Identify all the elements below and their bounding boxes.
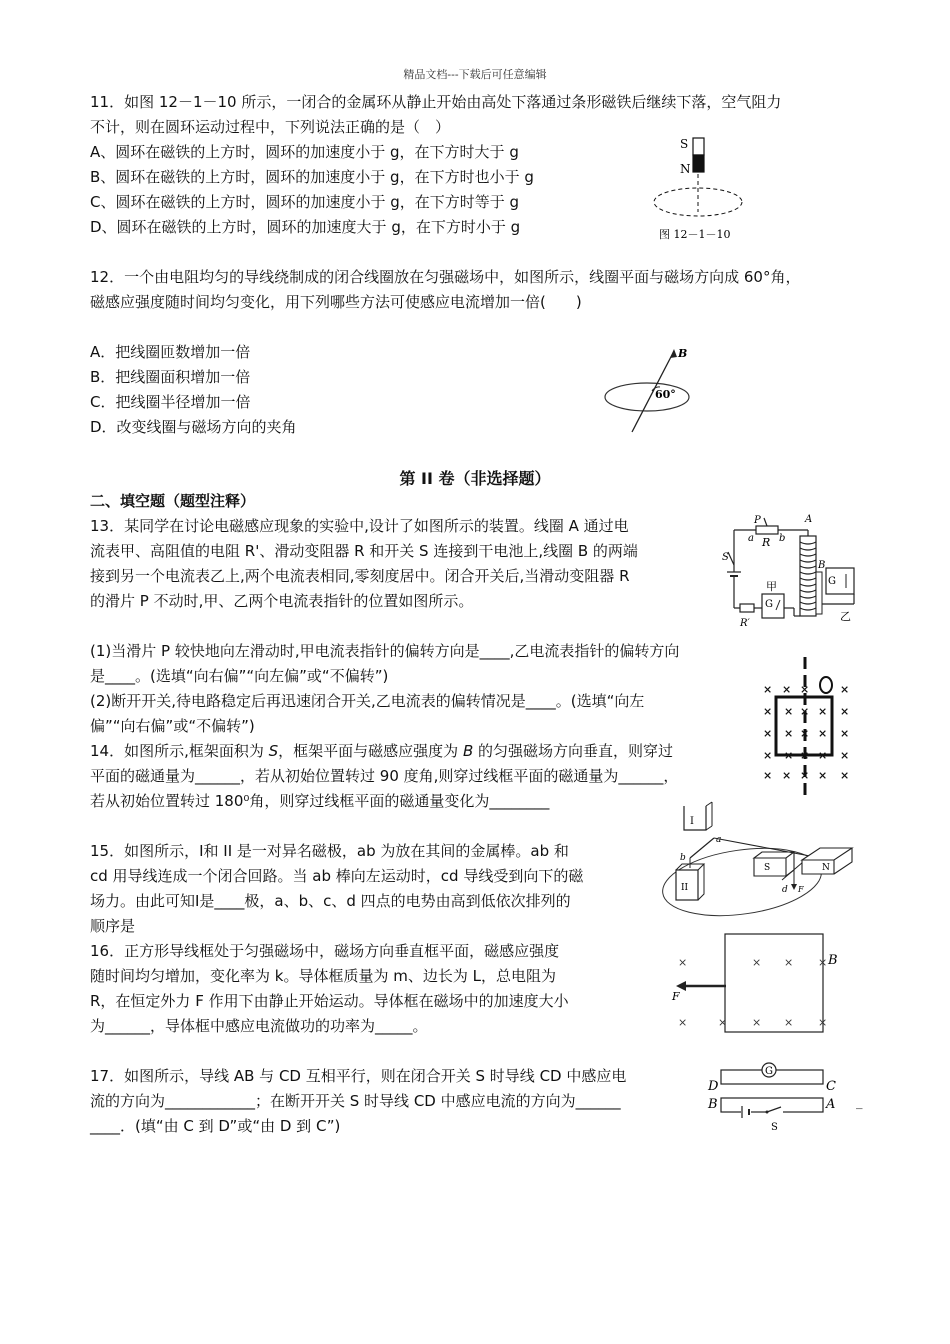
q11-fig-n-label: N — [680, 162, 691, 176]
svg-text:×: × — [763, 749, 773, 762]
svg-text:×: × — [800, 749, 810, 762]
q15-pole-i — [684, 806, 706, 830]
q15-fig-i: I — [690, 816, 694, 827]
q13-circuit-figure — [722, 510, 867, 630]
q16-line-4: 为______，导体框中感应电流做功的功率为_____。 — [90, 1017, 428, 1035]
svg-text:×: × — [763, 727, 773, 740]
q12-fig-b-label: B — [678, 347, 688, 360]
q17-line-3: ____．(填“由 C 到 D”或“由 D 到 C”) — [90, 1117, 341, 1135]
q15-line-3: 场力。由此可知Ⅰ是____极，a、b、c、d 四点的电势由高到低依次排列的 — [90, 892, 571, 910]
svg-text:×: × — [752, 1016, 762, 1029]
q11-fig-caption: 图 12－1－10 — [659, 228, 731, 241]
q15-fig-b: b — [680, 853, 686, 863]
q13-fig-coil-b: B — [818, 560, 826, 571]
svg-text:×: × — [818, 727, 828, 740]
q12-option-c: C．把线圈半径增加一倍 — [90, 393, 251, 411]
q15-fig-n: N — [822, 863, 830, 873]
q15-rod-ab — [690, 838, 714, 858]
q13-line-1: 13．某同学在讨论电磁感应现象的实验中,设计了如图所示的装置。线圈 A 通过电 — [90, 517, 629, 535]
q13-line-3: 接到另一个电流表乙上,两个电流表相同,零刻度居中。闭合开关后,当滑动变阻器 R — [90, 567, 630, 585]
q13-fig-g-yi: G — [828, 576, 836, 587]
svg-text:×: × — [784, 727, 794, 740]
q14-frame-field-figure — [760, 655, 855, 800]
q11-option-b: B、圆环在磁铁的上方时，圆环的加速度小于 g，在下方时也小于 g — [90, 168, 534, 186]
section-2-heading: 二、填空题（题型注释） — [90, 492, 256, 510]
q16-line-3: R，在恒定外力 F 作用下由静止开始运动。导体框在磁场中的加速度大小 — [90, 992, 569, 1010]
q15-fig-f: F — [798, 885, 804, 894]
q14-line-1-part-b: ，框架平面与磁感应强度为 — [278, 742, 463, 760]
svg-text:×: × — [678, 1016, 688, 1029]
svg-text:×: × — [840, 727, 850, 740]
q17-fig-c: C — [826, 1079, 836, 1094]
q12-line-1: 12．一个由电阻均匀的导线绕制成的闭合线圈放在匀强磁场中，如图所示，线圈平面与磁场方向成 60°角， — [90, 268, 801, 286]
q16-line-2: 随时间均匀增加，变化率为 k。导体框质量为 m、边长为 L，总电阻为 — [90, 967, 556, 985]
part-2-title: 第 II 卷（非选择题） — [399, 469, 551, 488]
q11-magnet-n-pole — [693, 155, 704, 172]
q14-field-symbol: B — [462, 742, 474, 760]
svg-text:×: × — [840, 749, 850, 762]
q13-fig-jia: 甲 — [766, 580, 777, 593]
q12-coil — [605, 383, 689, 411]
svg-text:×: × — [784, 956, 794, 969]
q13-fig-r: R — [762, 536, 771, 549]
q13-fig-p: P — [754, 515, 761, 526]
q13-fig-b: b — [779, 533, 786, 544]
svg-text:×: × — [840, 769, 850, 782]
q12-fig-angle-label: 60° — [655, 388, 676, 401]
q15-line-2: cd 用导线连成一个闭合回路。当 ab 棒向左运动时，cd 导线受到向下的磁 — [90, 867, 584, 885]
q13-line-2: 流表甲、高阻值的电阻 R'、滑动变阻器 R 和开关 S 连接到干电池上,线圈 B 的两端 — [90, 542, 638, 560]
q17-line-2: 流的方向为____________；在断开开关 S 时导线 CD 中感应电流的方向为______ — [90, 1092, 621, 1110]
q13-resistor-r-prime — [740, 604, 754, 612]
q12-field-arrow — [670, 349, 677, 358]
svg-text:×: × — [763, 683, 773, 696]
q15-fig-d: d — [782, 885, 788, 895]
q13-fig-yi: 乙 — [840, 610, 851, 623]
q11-magnet-ring-figure — [645, 130, 755, 245]
q17-fig-g: G — [765, 1066, 773, 1077]
svg-text:×: × — [784, 705, 794, 718]
q13-rheostat — [756, 526, 778, 534]
q13-sub2-line-2: 偏”“向右偏”或“不偏转”) — [90, 717, 255, 735]
svg-text:×: × — [763, 769, 773, 782]
q17-line-1: 17．如图所示，导线 AB 与 CD 互相平行，则在闭合开关 S 时导线 CD 中感应电 — [90, 1067, 627, 1085]
q13-fig-coil-a: A — [805, 514, 813, 525]
q11-option-d: D、圆环在磁铁的上方时，圆环的加速度大于 g，在下方时小于 g — [90, 218, 521, 236]
svg-text:×: × — [784, 1016, 794, 1029]
svg-text:×: × — [800, 727, 810, 740]
q15-line-1: 15．如图所示，Ⅰ和 II 是一对异名磁极，ab 为放在其间的金属棒。ab 和 — [90, 842, 569, 860]
svg-text:×: × — [752, 956, 762, 969]
q17-parallel-wires-figure — [705, 1058, 865, 1136]
q14-area-symbol: S — [268, 742, 279, 760]
q11-line-1: 11．如图 12－1－10 所示，一闭合的金属环从静止开始由高处下落通过条形磁铁后继续下落，空气阻力 — [90, 93, 782, 111]
q12-coil-field-figure — [600, 345, 710, 435]
svg-text:×: × — [800, 705, 810, 718]
svg-text:×: × — [818, 1016, 828, 1029]
svg-text:×: × — [818, 769, 828, 782]
q13-fig-g-jia: G — [765, 599, 773, 610]
svg-text:×: × — [800, 769, 810, 782]
page-header: 精品文档---下载后可任意编辑 — [403, 68, 547, 81]
q16-square-frame-figure — [668, 930, 853, 1038]
q14-line-1-part-c: 的匀强磁场方向垂直，则穿过 — [473, 742, 674, 760]
svg-text:×: × — [818, 705, 828, 718]
q14-line-1 — [90, 740, 673, 762]
q13-line-4: 的滑片 P 不动时,甲、乙两个电流表指针的位置如图所示。 — [90, 592, 474, 610]
svg-text:×: × — [718, 1016, 728, 1029]
q12-option-b: B．把线圈面积增加一倍 — [90, 368, 251, 386]
q13-sub1-line-1: (1)当滑片 P 较快地向左滑动时,甲电流表指针的偏转方向是____,乙电流表指针的偏转方向 — [90, 642, 680, 660]
svg-text:×: × — [818, 956, 828, 969]
q15-line-4: 顺序是 — [90, 917, 136, 935]
q17-fig-a: A — [826, 1097, 836, 1112]
q11-option-c: C、圆环在磁铁的上方时，圆环的加速度小于 g，在下方时等于 g — [90, 193, 520, 211]
q11-fig-s-label: S — [680, 137, 689, 151]
q12-option-d: D．改变线圈与磁场方向的夹角 — [90, 418, 297, 436]
q13-fig-s: S — [722, 552, 729, 563]
svg-text:×: × — [840, 705, 850, 718]
q14-line-3: 若从初始位置转过 180⁰角，则穿过线框平面的磁通量变化为________ — [90, 792, 550, 810]
q15-fig-s: S — [764, 863, 771, 873]
q16-field-crosses — [678, 956, 827, 1029]
svg-text:×: × — [818, 749, 828, 762]
q13-fig-r-prime: R′ — [740, 618, 750, 629]
q13-sub2-line-1: (2)断开开关,待电路稳定后再迅速闭合开关,乙电流表的偏转情况是____。(选填“向左 — [90, 692, 645, 710]
q15-fig-ii: II — [681, 883, 689, 893]
q11-option-a: A、圆环在磁铁的上方时，圆环的加速度小于 g，在下方时大于 g — [90, 143, 519, 161]
q14-line-2: 平面的磁通量为______，若从初始位置转过 90 度角,则穿过线框平面的磁通量为______， — [90, 767, 679, 785]
q11-line-2: 不计，则在圆环运动过程中，下列说法正确的是（ ） — [90, 118, 451, 136]
q14-rotation-marker — [820, 677, 832, 693]
q16-fig-f: F — [672, 990, 680, 1003]
svg-text:×: × — [782, 769, 792, 782]
svg-text:×: × — [800, 683, 810, 696]
q16-line-1: 16．正方形导线框处于匀强磁场中，磁场方向垂直框平面，磁感应强度 — [90, 942, 560, 960]
q11-magnet-s-pole — [693, 138, 704, 155]
svg-text:×: × — [784, 749, 794, 762]
q17-trailing-blank: _ — [856, 1095, 863, 1110]
svg-text:×: × — [678, 956, 688, 969]
q15-magnets-figure — [662, 800, 857, 918]
q16-square-frame — [725, 934, 823, 1032]
q13-fig-a: a — [748, 533, 754, 544]
q14-line-1-part-a: 14．如图所示,框架面积为 — [90, 742, 269, 760]
q15-fig-a: a — [716, 835, 722, 845]
q12-option-a: A．把线圈匝数增加一倍 — [90, 343, 251, 361]
q17-fig-d: D — [708, 1079, 719, 1094]
q16-fig-b: B — [828, 953, 838, 968]
q13-sub1-line-2: 是____。(选填“向右偏”“向左偏”或“不偏转”) — [90, 667, 389, 685]
svg-text:×: × — [782, 683, 792, 696]
q17-fig-s: S — [771, 1122, 778, 1133]
q15-magnet-s — [754, 852, 794, 876]
svg-text:×: × — [763, 705, 773, 718]
svg-text:×: × — [840, 683, 850, 696]
q12-line-2: 磁感应强度随时间均匀变化，用下列哪些方法可使感应电流增加一倍( ) — [90, 293, 582, 311]
q17-fig-b: B — [708, 1097, 718, 1112]
